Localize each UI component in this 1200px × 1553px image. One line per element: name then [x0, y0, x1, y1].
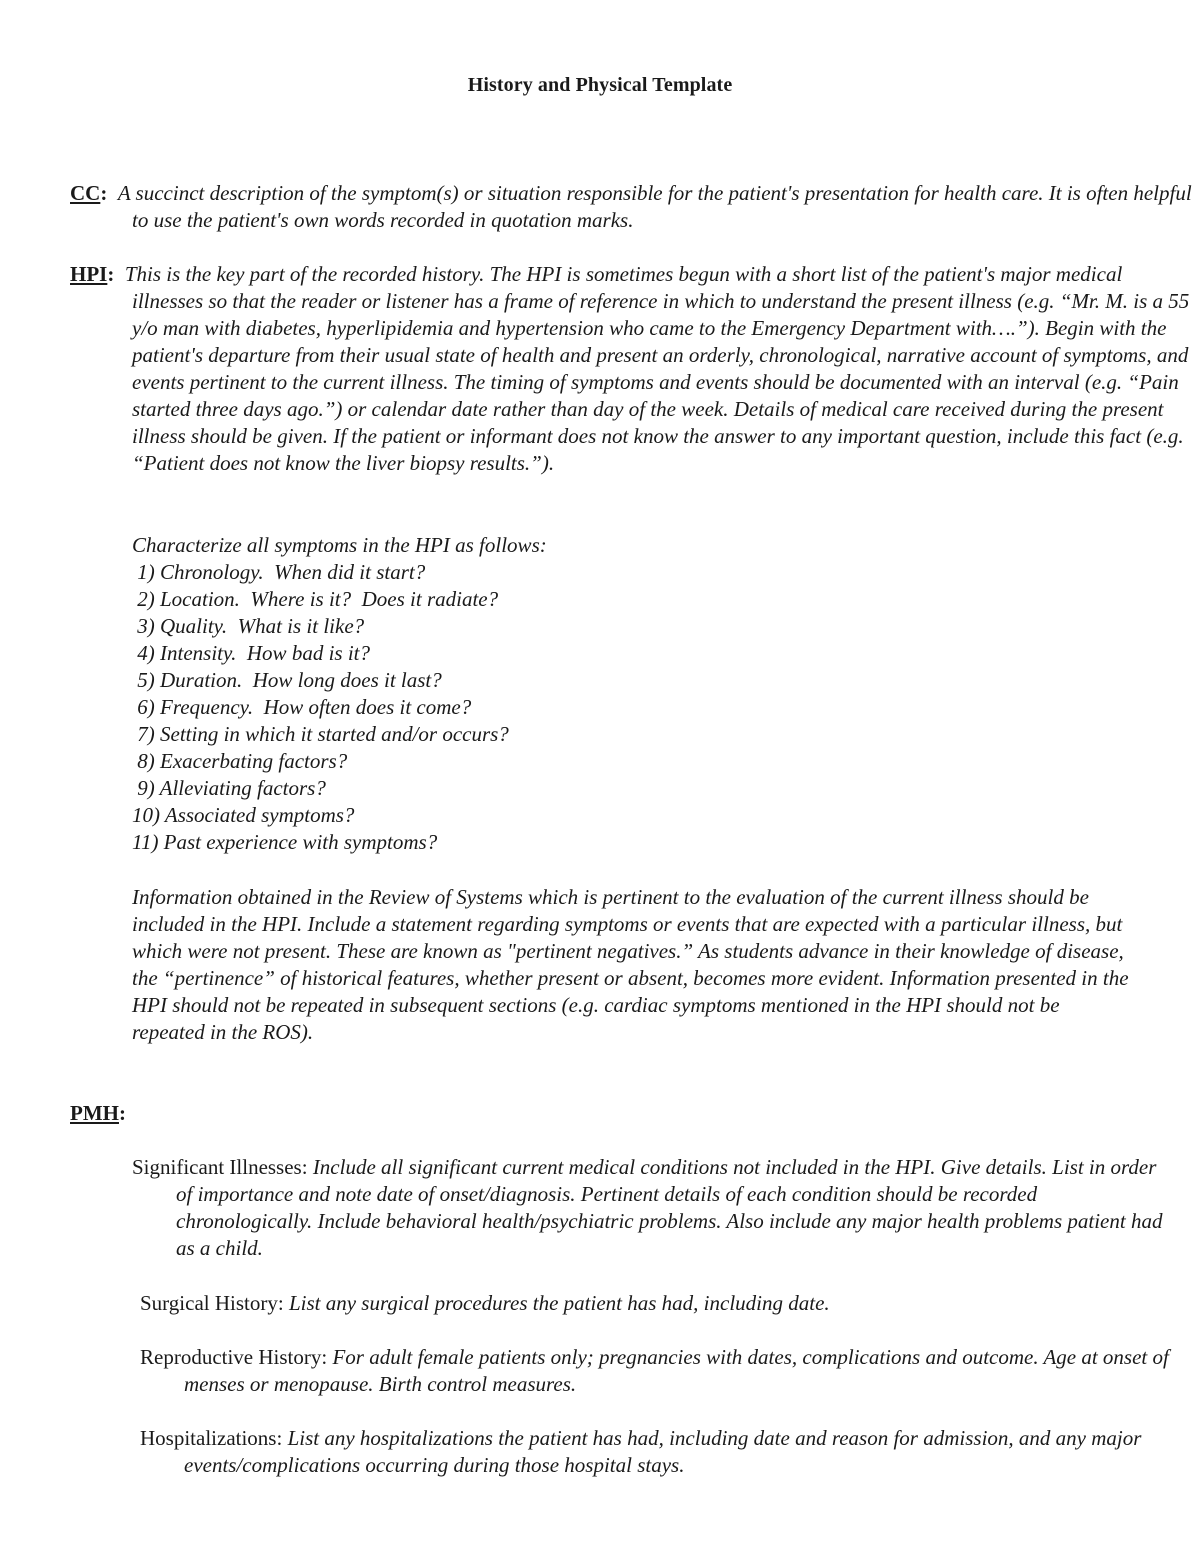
list-item: 3) Quality. What is it like?	[132, 614, 365, 638]
characterize-intro: Characterize all symptoms in the HPI as follows:	[132, 533, 547, 557]
pmh-item-name: Surgical History:	[140, 1291, 289, 1315]
list-item: 9) Alleviating factors?	[132, 776, 326, 800]
pmh-item-desc: For adult female patients only; pregnancies with dates, complications and outcome. Age at onset of menses or menopause. Birth control measures.	[184, 1345, 1169, 1396]
pmh-surgical-history	[140, 1290, 1184, 1317]
pmh-hospitalizations	[140, 1425, 1184, 1479]
pmh-heading	[70, 1100, 1135, 1127]
list-item: 7) Setting in which it started and/or occurs?	[132, 722, 509, 746]
list-item: 1) Chronology. When did it start?	[132, 560, 426, 584]
symptom-list	[132, 559, 832, 856]
list-item: 6) Frequency. How often does it come?	[132, 695, 472, 719]
list-item: 4) Intensity. How bad is it?	[132, 641, 370, 665]
list-item: 11) Past experience with symptoms?	[132, 830, 438, 854]
list-item: 2) Location. Where is it? Does it radiate?	[132, 587, 499, 611]
pmh-colon: :	[118, 1101, 126, 1125]
pmh-item-desc: List any surgical procedures the patient has had, including date.	[288, 1291, 830, 1315]
cc-label: CC	[70, 181, 101, 205]
pmh-reproductive-history	[140, 1344, 1184, 1398]
pmh-item-desc: Include all significant current medical conditions not included in the HPI. Give details. List in order of importance and note date of onset/diagnosis. Pertinent details of each condition should be recorded chronologically. Include behavioral health/psychiatric problems. Also include any major health problems patient had as a child.	[176, 1155, 1163, 1260]
list-item: 8) Exacerbating factors?	[132, 749, 348, 773]
hpi-text: This is the key part of the recorded history. The HPI is sometimes begun with a short list of the patient's major medical illnesses so that the reader or listener has a frame of reference in which to understand the present illness (e.g. “Mr. M. is a 55 y/o man with diabetes, hyperlipidemia and hypertension who came to the Emergency Department with….”). Begin with the patient's departure from their usual state of health and present an orderly, chronological, narrative account of symptoms, and events pertinent to the current illness. The timing of symptoms and events should be documented with an interval (e.g. “Pain started three days ago.”) or calendar date rather than day of the week. Details of medical care received during the present illness should be given. If the patient or informant does not know the answer to any important question, include this fact (e.g. “Patient does not know the liver biopsy results.”).	[124, 262, 1190, 475]
cc-colon: :	[100, 181, 108, 205]
pmh-label: PMH	[70, 1101, 119, 1125]
list-item: 5) Duration. How long does it last?	[132, 668, 442, 692]
document-title: History and Physical Template	[467, 74, 733, 96]
hpi-colon: :	[107, 262, 115, 286]
hpi-label: HPI	[70, 262, 108, 286]
hpi-section	[70, 261, 1197, 477]
pmh-item-name: Reproductive History:	[140, 1345, 333, 1369]
list-item: 10) Associated symptoms?	[132, 803, 355, 827]
pmh-item-desc: List any hospitalizations the patient has had, including date and reason for admission, and any major events/complications occurring during those hospital stays.	[184, 1426, 1142, 1477]
ros-note: Information obtained in the Review of Systems which is pertinent to the evaluation of the current illness should be included in the HPI. Include a statement regarding symptoms or events that are expected with a particular illness, but which were not present. These are known as "pertinent negatives.” As students advance in their knowledge of disease, the “pertinence” of historical features, whether present or absent, becomes more evident. Information presented in the HPI should not be repeated in subsequent sections (e.g. cardiac symptoms mentioned in the HPI should not be repeated in the ROS).	[132, 885, 1129, 1044]
pmh-item-name: Hospitalizations:	[140, 1426, 288, 1450]
pmh-significant-illnesses	[132, 1154, 1176, 1262]
cc-text: A succinct description of the symptom(s) or situation responsible for the patient's presentation for health care. It is often helpful to use the patient's own words recorded in quotation marks.	[117, 181, 1192, 232]
cc-section	[70, 180, 1197, 234]
pmh-item-name: Significant Illnesses:	[132, 1155, 313, 1179]
